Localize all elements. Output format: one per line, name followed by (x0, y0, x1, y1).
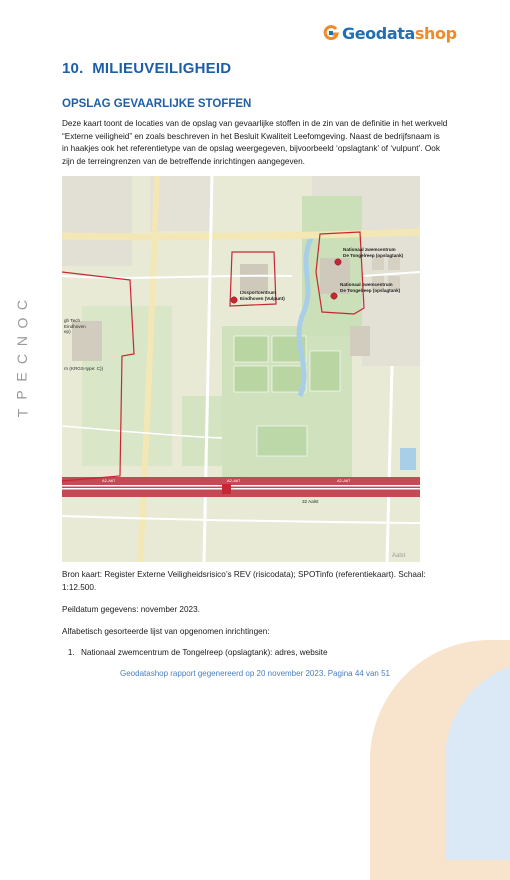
list-item: 1. Nationaal zwemcentrum de Tongelreep (opslagtank): adres, website (77, 647, 448, 659)
concept-letter: C (14, 353, 30, 365)
exit-label: 32 Aalst (302, 499, 319, 504)
logo-wordmark: Geodatashop (342, 23, 457, 43)
map-image (62, 176, 420, 562)
marker-label-3: IJssportcentrum Eindhoven (Vulpunt) (240, 290, 285, 301)
left-facility-label: gh Tech Eindhoven ep) (64, 318, 86, 334)
page-footer: Geodatashop rapport gegenereerd op 20 november 2023. Pagina 44 van 51 (120, 669, 390, 678)
geodatashop-logo (323, 22, 457, 44)
road-label: A2-A67 (337, 478, 351, 483)
section-title: 10. MILIEUVEILIGHEID (62, 60, 232, 77)
concept-letter: N (14, 335, 30, 347)
subsection-title: OPSLAG GEVAARLIJKE STOFFEN (62, 98, 252, 110)
concept-letter: T (14, 408, 30, 418)
concept-letter: O (13, 317, 30, 329)
place-label: Aalst (392, 553, 406, 559)
marker-label-2: Nationaal zwemcentrum De Tongelreep (opslagtank) (340, 282, 401, 293)
map-source: Bron kaart: Register Externe Veiligheidsrisico’s REV (risicodata); SPOTinfo (referentiekaart). Schaal: 1:12.500. (62, 570, 426, 592)
intro-paragraph: Deze kaart toont de locaties van de opslag van gevaarlijke stoffen in de zin van de definitie in het werkveld “Externe veiligheid” en zoals beschreven in het Besluit Kwaliteit Leefomgeving. Naast de bedrijfsnaam is in haakjes ook het referentietype van de opslag weergegeven, bijvoorbeeld ‘opslagtank’ of ‘vulpunt’. Ook zijn de terreingrenzen van de betreffende inrichtingen aangegeven. (62, 119, 448, 166)
left-facility-type-label: rn (KRGS-type: C)) (64, 366, 104, 371)
marker-label-1: Nationaal zwemcentrum De Tongelreep (opslagtank) (343, 247, 404, 258)
concept-letter: P (14, 390, 30, 400)
reference-date: Peildatum gegevens: november 2023. (62, 605, 200, 614)
map-graphic (62, 176, 420, 562)
list-intro: Alfabetisch gesorteerde lijst van opgenomen inrichtingen: (62, 626, 270, 636)
concept-watermark (14, 296, 30, 422)
facility-list (62, 647, 448, 659)
road-label: A2-A67 (227, 478, 241, 483)
geodatashop-logo-icon (323, 25, 339, 41)
road-label: A2-A67 (102, 478, 116, 483)
concept-letter: E (14, 372, 30, 382)
concept-letter: C (14, 299, 30, 311)
